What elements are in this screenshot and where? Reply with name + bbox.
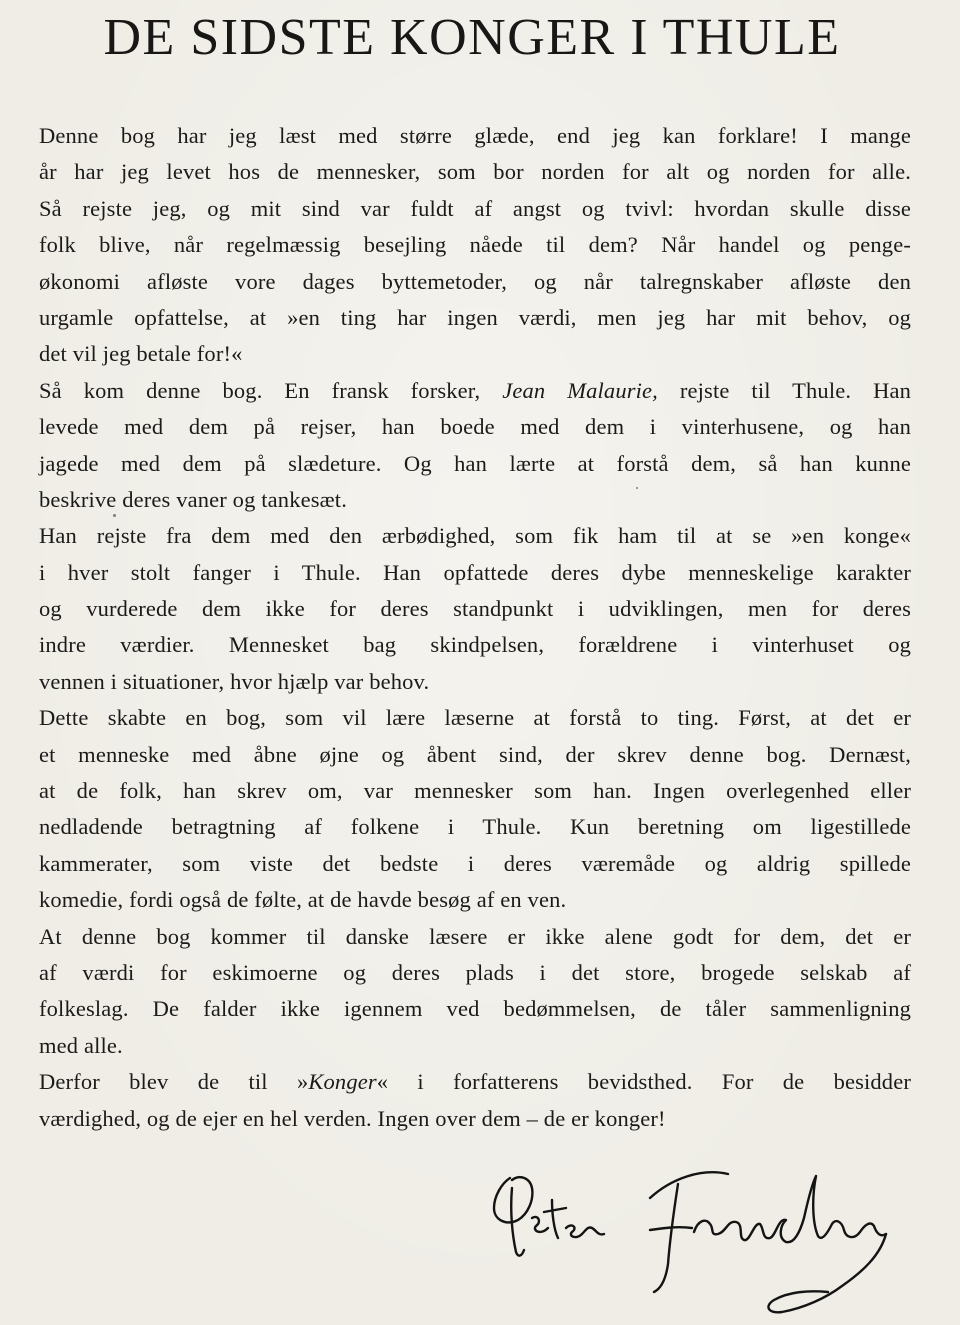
text-line: Dette skabte en bog, som vil lære læserne at forstå to ting. Først, at det er [39,705,911,731]
handwritten-signature [482,1148,902,1320]
text-line: år har jeg levet hos de mennesker, som bor norden for alt og norden for alle. [39,159,911,185]
text-line: komedie, fordi også de følte, at de havde besøg af en ven. [39,887,567,913]
text-line: nedladende betragtning af folkene i Thule. Kun beretning om ligestillede [39,814,911,840]
text-line: og vurderede dem ikke for deres standpunkt i udviklingen, men for deres [39,596,911,622]
text-line: urgamle opfattelse, at »en ting har ingen værdi, men jeg har mit behov, og [39,304,911,330]
text-line [39,1064,911,1100]
text-segment: Så kom denne bog. En fransk forsker, [39,377,503,403]
text-line: indre værdier. Mennesket bag skindpelsen, forældrene i vinterhuset og [39,632,911,658]
text-line: et menneske med åbne øjne og åbent sind, der skrev denne bog. Dernæst, [39,741,911,767]
text-line: det vil jeg betale for!« [39,341,243,367]
text-line: med alle. [39,1032,123,1058]
text-line [39,373,911,409]
italic-text: Jean Malaurie, [502,377,658,403]
text-line: levede med dem på rejser, han boede med dem i vinterhusene, og han [39,414,911,440]
text-segment: rejste til Thule. Han [657,377,912,403]
text-segment: « i forfatterens bevidsthed. For de besidder [376,1069,911,1095]
text-line: jagede med dem på slædeture. Og han lærte at forstå dem, så han kunne [39,450,911,476]
text-line: folk blive, når regelmæssig besejling nåede til dem? Når handel og penge- [39,232,911,258]
text-line: beskrive deres vaner og tankesæt. [39,486,347,512]
text-line: at de folk, han skrev om, var mennesker som han. Ingen overlegenhed eller [39,778,911,804]
print-speck [636,487,638,489]
text-segment: Derfor blev de til » [39,1069,309,1095]
text-line: Han rejste fra dem med den ærbødighed, som fik ham til at se »en konge« [39,523,911,549]
body-text [39,118,911,1137]
text-line: økonomi afløste vore dages byttemetoder, og når talregnskaber afløste den [39,268,911,294]
text-line: vennen i situationer, hvor hjælp var behov. [39,668,430,694]
text-line: kammerater, som viste det bedste i deres væremåde og aldrig spillede [39,850,911,876]
text-line: af værdi for eskimoerne og deres plads i det store, brogede selskab af [39,959,911,985]
text-line: værdighed, og de ejer en hel verden. Ingen over dem – de er konger! [39,1105,666,1131]
text-line: folkeslag. De falder ikke igennem ved bedømmelsen, de tåler sammenligning [39,996,911,1022]
print-speck [113,514,116,517]
italic-text: Konger [308,1069,377,1095]
signature-drawing [482,1148,902,1320]
page-title: DE SIDSTE KONGER I THULE [103,9,841,66]
text-line: i hver stolt fanger i Thule. Han opfattede deres dybe menneskelige karakter [39,559,911,585]
text-line: At denne bog kommer til danske læsere er ikke alene godt for dem, det er [39,923,911,949]
text-line: Så rejste jeg, og mit sind var fuldt af angst og tvivl: hvordan skulle disse [39,195,911,221]
text-line: Denne bog har jeg læst med større glæde, end jeg kan forklare! I mange [39,123,911,148]
